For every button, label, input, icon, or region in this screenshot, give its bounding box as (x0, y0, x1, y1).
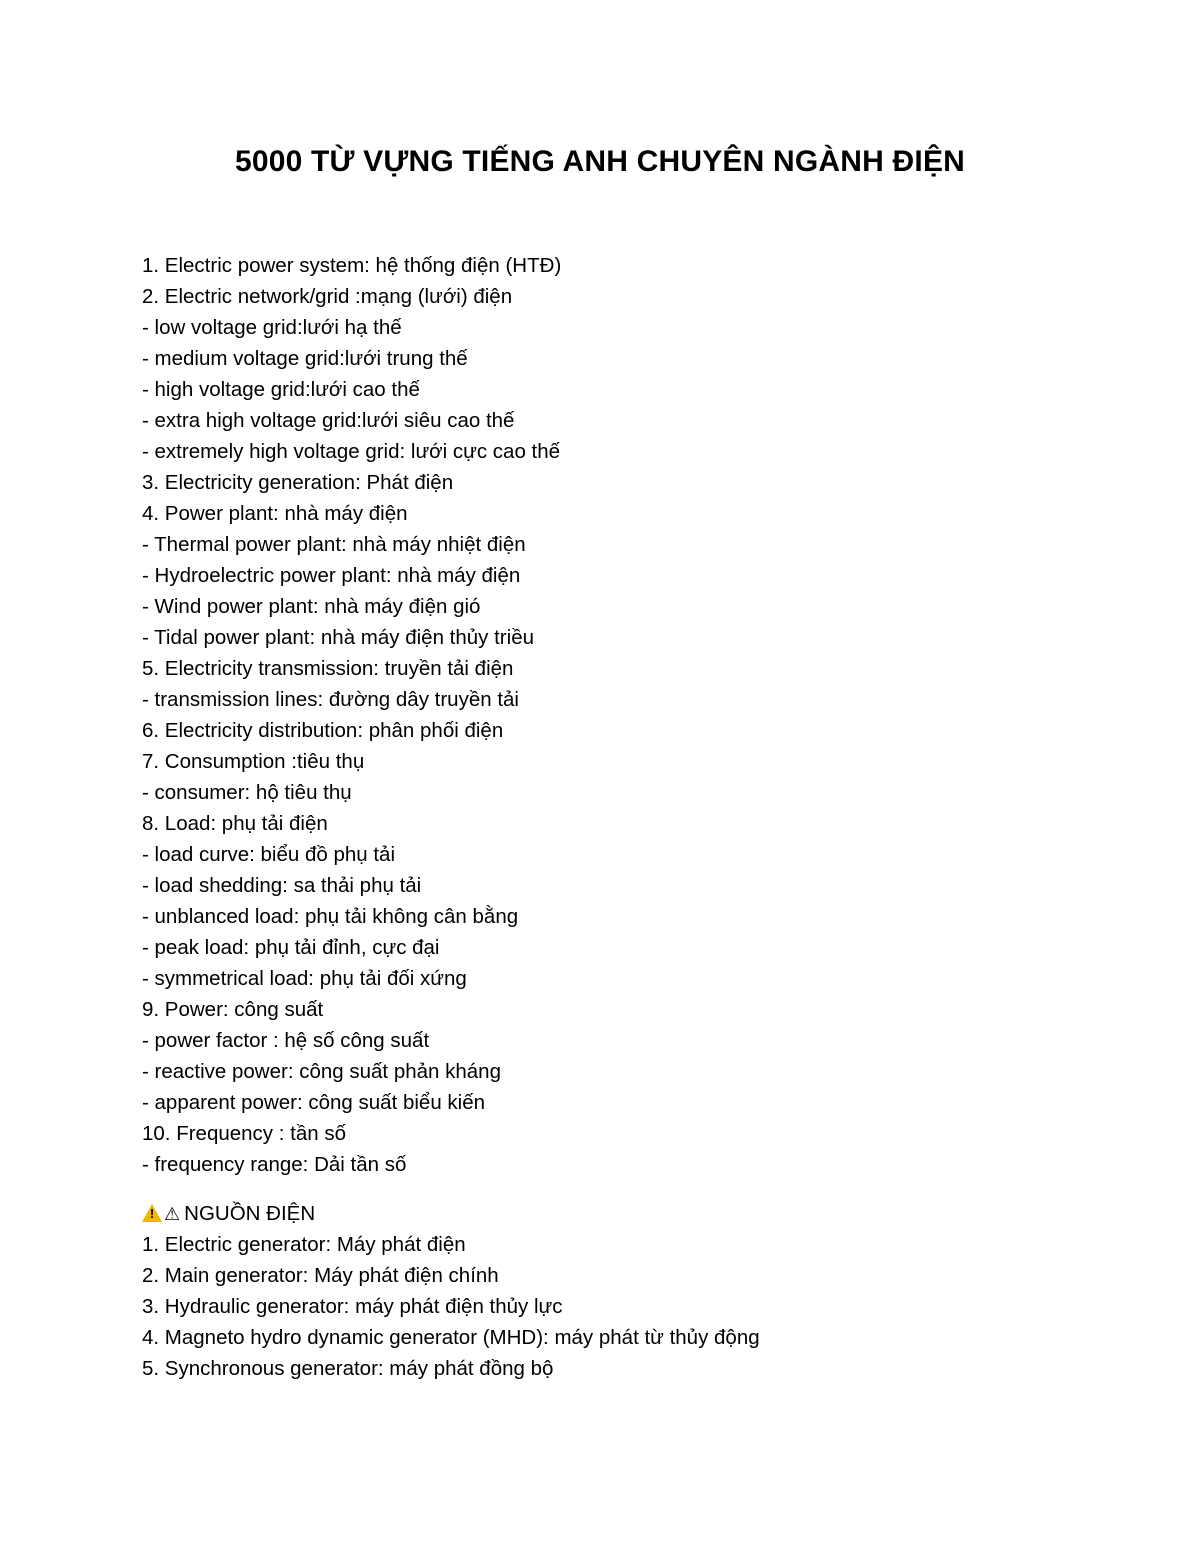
list-item: - unblanced load: phụ tải không cân bằng (142, 905, 519, 928)
warning-outline-icon: ⚠ (164, 1204, 181, 1224)
list-item: 6. Electricity distribution: phân phối điện (142, 719, 504, 742)
list-item: - high voltage grid:lưới cao thế (142, 378, 420, 401)
list-item: - extra high voltage grid:lưới siêu cao thế (142, 409, 515, 432)
list-item: - load curve: biểu đồ phụ tải (142, 843, 395, 866)
list-item: 9. Power: công suất (142, 998, 324, 1021)
list-item: - Wind power plant: nhà máy điện gió (142, 595, 481, 618)
list-item: - extremely high voltage grid: lưới cực cao thế (142, 440, 561, 463)
list-item: 3. Hydraulic generator: máy phát điện thủy lực (142, 1295, 563, 1318)
section-heading: NGUỒN ĐIỆN (184, 1202, 316, 1225)
generator-vocabulary-list (142, 1229, 1142, 1384)
list-item: - low voltage grid:lưới hạ thế (142, 316, 402, 339)
list-item: 2. Electric network/grid :mạng (lưới) điện (142, 285, 513, 308)
list-item: 4. Magneto hydro dynamic generator (MHD): máy phát từ thủy động (142, 1326, 760, 1349)
list-item: 5. Electricity transmission: truyền tải điện (142, 657, 514, 680)
list-item: - frequency range: Dải tần số (142, 1153, 407, 1176)
list-item: 7. Consumption :tiêu thụ (142, 750, 365, 773)
warning-emoji-icon (142, 1204, 162, 1222)
list-item: 1. Electric generator: Máy phát điện (142, 1233, 466, 1256)
list-item: - medium voltage grid:lưới trung thế (142, 347, 468, 370)
section-heading-row (142, 1198, 1142, 1229)
list-item: 10. Frequency : tần số (142, 1122, 346, 1145)
list-item: 3. Electricity generation: Phát điện (142, 471, 454, 494)
vocabulary-list (142, 250, 1142, 1180)
list-item: - consumer: hộ tiêu thụ (142, 781, 352, 804)
list-item: 1. Electric power system: hệ thống điện (HTĐ) (142, 254, 562, 277)
list-item: 5. Synchronous generator: máy phát đồng bộ (142, 1357, 554, 1380)
list-item: 4. Power plant: nhà máy điện (142, 502, 408, 525)
document-title: 5000 TỪ VỰNG TIẾNG ANH CHUYÊN NGÀNH ĐIỆN (234, 145, 966, 178)
list-item: - peak load: phụ tải đỉnh, cực đại (142, 936, 440, 959)
list-item: - transmission lines: đường dây truyền tải (142, 688, 519, 711)
list-item: 2. Main generator: Máy phát điện chính (142, 1264, 499, 1287)
list-item: - Thermal power plant: nhà máy nhiệt điện (142, 533, 526, 556)
list-item: - Tidal power plant: nhà máy điện thủy triều (142, 626, 534, 649)
list-item: - symmetrical load: phụ tải đối xứng (142, 967, 467, 990)
list-item: - reactive power: công suất phản kháng (142, 1060, 501, 1083)
list-item: - load shedding: sa thải phụ tải (142, 874, 422, 897)
list-item: - power factor : hệ số công suất (142, 1029, 430, 1052)
list-item: - Hydroelectric power plant: nhà máy điện (142, 564, 521, 587)
list-item: - apparent power: công suất biểu kiến (142, 1091, 486, 1114)
list-item: 8. Load: phụ tải điện (142, 812, 328, 835)
